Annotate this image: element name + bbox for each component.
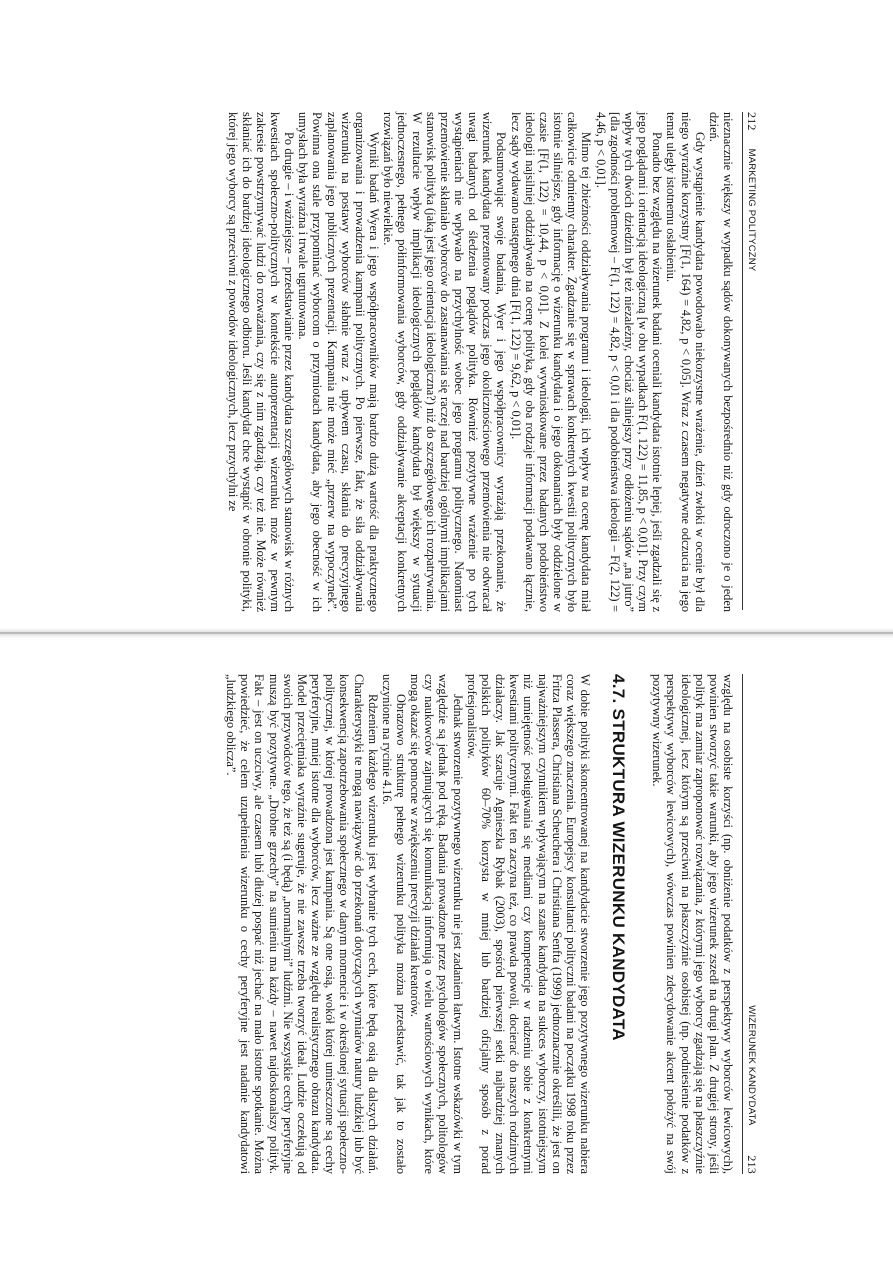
paragraph: Rdzeniem każdego wizerunku jest wybranie tych cech, które będą osią dla dalszych działań. Charakterystyki te mogą nawiązywać do przekonań dotyczących wymiarów natury ludzkiej lub być konsekwencją zapotrzebowania społecznego w danym momencie i w określonej sytuacji społeczno-politycznej, w której prowadzona jest kampania. Są one osią, wokół której umieszczone są cechy peryferyjne, mniej istotne dla wyborców, lecz ważne ze względu realistycznego obrazu kandydata. Model przeciętniaka wyraźnie sugeruje, że nie zawsze trzeba tworzyć ideał. Ludzie oczekują od swoich przywódców tego, że też są (i będą) „normalnymi” ludźmi. Nie wszystkie cechy peryferyjne muszą być pozytywne. „Drobne grzechy” na sumieniu ma każdy – nawet najdoskonalszy polityk. Fakt – jest on uczciwy, ale czasem lubi dłużej pospać niż jechać na mało istotne spotkanie. Można powiedzieć, że celem uzupełnienia wizerunku o cechy peryferyjne jest nadanie kandydatowi „ludzkiego oblicza”. [224,674,380,1174]
running-head-title-right: WIZERUNEK KANDYDATA [746,1005,758,1126]
paragraph: Mimo tej zbieżności oddziaływania programu i ideologii, ich wpływ na ocenę kandydata miał całkowicie odmienny charakter. Zgadzanie się w sprawach konkretnych kwestii politycznych było istotnie silniejsze, gdy informację o wizerunku kandydata i o jego dokonaniach były oddzielone w czasie [F(1, 122) = 10,44, p < 0,01]. Z kolei wywnioskowane przez badanych podobieństwo ideologii najsilniej oddziaływało na ocenę polityka, gdy oba rodzaje informacji podawano łącznie, lecz sądy wydawano następnego dnia [F(1, 122) = 9,62, p < 0,01]. [508,112,594,612]
paragraph: W dobie polityki skoncentrowanej na kandydacie stworzenie jego pozytywnego wizerunku nabiera coraz większego znaczenia. Europejscy konsultanci polityczni badani na początku 1998 roku przez Fritza Plassera, Christiana Scheuchera i Christiana Senfta (1999) jednoznacznie określili, że jest on najważniejszym czynnikiem wpływającym na szanse kandydata na sukces wyborczy, istotniejszym niż umiejętność posługiwania się mediami czy kompetencje w radzeniu sobie z konkretnymi kwestiami politycznymi. Fakt ten zaczyna też, co prawda powoli, docierać do naszych rodzimych działaczy. Jak szacuje Agnieszka Rybak (2003), spośród pierwszej setki najbardziej znanych polskich polityków 60–70% korzysta w mniej lub bardziej oficjalny sposób z porad profesjonalistów. [464,674,593,1174]
paragraph: Podsumowując swoje badania, Wyer i jego współpracownicy wyrażają przekonanie, że wizerunek kandydata prezentowany podczas jego okolicznościowego przemówienia nie odwracał uwagi badanych od śledzenia poglądów polityka. Również pozytywne wrażenie po tych wystąpieniach nie wpływało na przychylność wobec jego programu politycznego. Natomiast przemówienie skłaniało wyborców do zastanawiania się raczej nad bardziej ogólnymi implikacjami stanowisk polityka (jaką jest jego orientacja ideologiczna?) niż do szczegółowego ich rozpatrywania. W rezultacie wpływ implikacji ideologicznych poglądów kandydata był większy w sytuacji jednoczesnego, pełnego półinformowania wyborców, gdy oddziaływanie akceptacji konkretnych rozwiązań było niewielkie. [381,112,509,612]
page-number-right: 213 [745,1155,760,1174]
page-number-left: 212 [745,112,760,131]
left-page-body [225,112,735,612]
paragraph: Po drugie – i ważniejsze – przedstawianie przez kandydata szczegółowych stanowisk w różnych kwestiach społeczno-politycznych w kontekście autoprezentacji wizerunku może w pewnym zakresie powstrzymywać ludzi do rozważania, czy się z nim zgadzają, czy też nie. Może również skłaniać ich do bardziej ideologicznego odbioru. Jeśli kandydat chce wystąpić w obronie polityki, której jego wyborcy są przeciwni z powodów ideologicznych, lecz przychylni ze [225,112,297,612]
right-page [0,632,893,1263]
paragraph: nieznacznie większy w wypadku sądów dokonywanych bezpośrednio niż gdy odroczono je o jeden dzień. [706,112,735,612]
right-page-body [224,674,735,1174]
paragraph: Jednak stworzenie pozytywnego wizerunku nie jest zadaniem łatwym. Istotne wskazówki w tym względzie są jednak pod ręką. Badania prowadzone przez psychologów społecznych, politologów czy naukowców zajmujących się komunikacją informują o wielu wartościowych wynikach, które mogą okazać się pomocne w zwiększeniu precyzji działań kreatorów. [408,674,465,1174]
paragraph-continued: względu na osobiste korzyści (np. obniżenie podatków z perspektywy wyborców lewicowych), powinien stworzyć takie warunki, aby jego wizerunek zszedł na drugi plan. Z drugiej strony, jeśli polityk ma zamiar zaproponować rozwiązania, z którymi jego wyborcy zgadzają się na płaszczyźnie ideologicznej, lecz którym są przeciwni na płaszczyźnie osobistej (np. podniesienie podatków z perspektywy wyborców lewicowych), wówczas powinien zdecydowanie akcent położyć na swój pozytywny wizerunek. [650,674,735,1174]
paragraph: Ponadto bez względu na wizerunek badani oceniali kandydata istotnie lepiej, jeśli zgadzali się z jego poglądami i orientacją ideologiczną [w obu wypadkach F(1, 122) = 11,85, p < 0,01]. Przy czym wpływ tych dwóch dziedzin był też niezależny, chociaż silniejszy przy odłożeniu sądów „na jutro” [dla zgodności problemowej – F(1, 122) = 4,82, p < 0,01 i dla podobieństwa ideologii – F(2, 122) = 4,46, p < 0,01]. [593,112,665,612]
section-title: 4.7. STRUKTURA WIZERUNKU KANDYDATA [609,674,629,1041]
paragraph: Wyniki badań Wyera i jego współpracowników mają bardzo dużą wartość dla praktycznego organizowania i prowadzenia kampanii politycznych. Po pierwsze, fakt, że siła oddziaływania wizerunku na postawy wyborców słabnie wraz z upływem czasu, skłania do precyzyjnego zaplanowania jego publicznych prezentacji. Kampania nie może mieć „przerw na wypoczynek”. Powinna ona stale przypominać wyborcom o przymiotach kandydata, aby jego obecność w ich umysłach była wyraźna i trwale ugruntowana. [296,112,382,612]
paragraph: Obrazowo strukturę pełnego wizerunku polityka można przedstawić, tak jak to zostało uczynione na rycinie 4.16. [379,674,409,1174]
running-head-left [742,112,761,610]
paragraph: Gdy wystąpienie kandydata powodowało niekorzystne wrażenie, dzień zwłoki w ocenie był dla niego wyraźnie korzystny [F(1, 164) = 4,82, p < 0,05]. Wraz z czasem negatywne odczucia na jego temat uległy istotnemu osłabieniu. [664,112,707,612]
running-head-right [742,674,761,1174]
running-head-title-left: MARKETING POLITYCZNY [746,148,758,272]
